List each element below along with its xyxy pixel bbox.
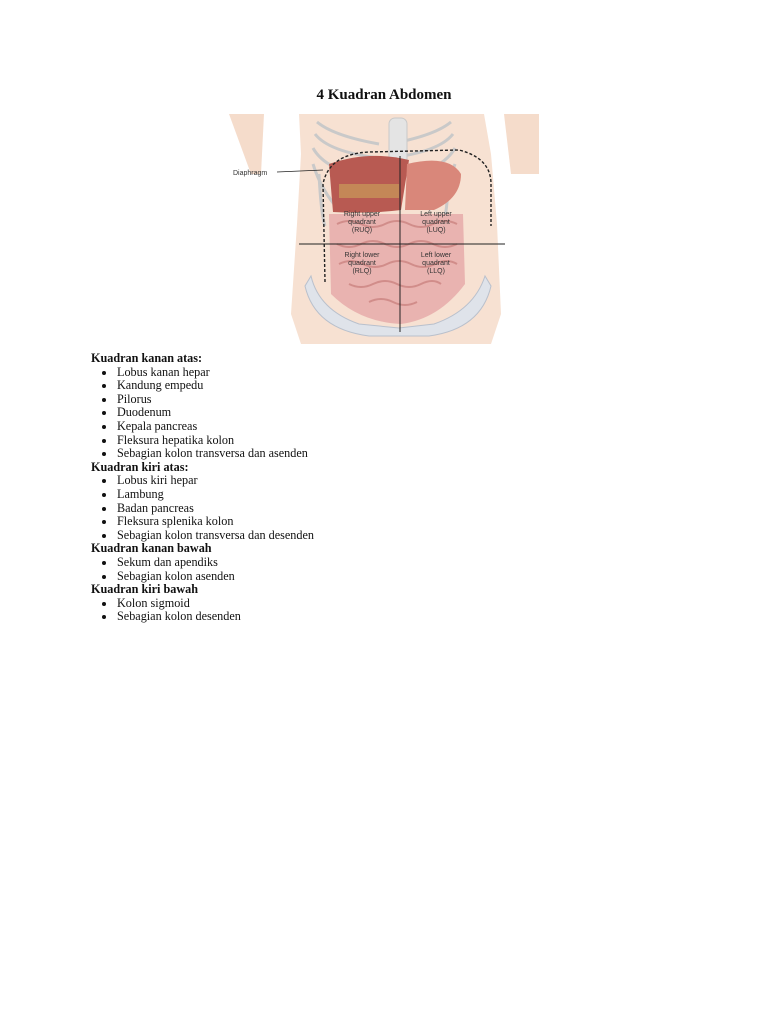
rlq-label-3: (RLQ)	[352, 268, 372, 275]
list-item: Lambung	[91, 488, 691, 502]
luq-label-1: Left upper	[420, 211, 452, 218]
list-item: Pilorus	[91, 393, 691, 407]
diaphragm-label: Diaphragm	[233, 170, 268, 177]
ruq-label-1: Right upper	[343, 211, 381, 218]
llq-label-1: Left lower	[420, 252, 452, 259]
list-item: Sebagian kolon transversa dan desenden	[91, 529, 691, 543]
rlq-label-1: Right lower	[344, 252, 380, 259]
list-item: Kolon sigmoid	[91, 597, 691, 611]
ruq-label-3: (RUQ)	[351, 227, 373, 234]
ruq-label-2: quadrant	[348, 219, 376, 226]
item-list	[91, 597, 691, 624]
list-item: Sebagian kolon desenden	[91, 610, 691, 624]
list-item: Fleksura splenika kolon	[91, 515, 691, 529]
page-title: 4 Kuadran Abdomen	[316, 87, 452, 103]
section-kiri-atas	[91, 461, 691, 543]
item-list	[91, 366, 691, 461]
list-item: Badan pancreas	[91, 502, 691, 516]
quadrant-lists	[91, 352, 691, 624]
luq-label-2: quadrant	[422, 219, 450, 226]
item-list	[91, 474, 691, 542]
section-kiri-bawah	[91, 583, 691, 624]
section-kanan-atas	[91, 352, 691, 461]
abdomen-illustration	[229, 114, 539, 344]
list-item: Sebagian kolon transversa dan asenden	[91, 447, 691, 461]
list-item: Lobus kiri hepar	[91, 474, 691, 488]
list-item: Lobus kanan hepar	[91, 366, 691, 380]
section-heading: Kuadran kiri bawah	[91, 582, 199, 597]
llq-label-2: quadrant	[422, 260, 450, 267]
luq-label-3: (LUQ)	[426, 227, 446, 234]
section-heading: Kuadran kiri atas:	[91, 459, 189, 474]
section-heading: Kuadran kanan atas:	[91, 351, 203, 365]
list-item: Fleksura hepatika kolon	[91, 434, 691, 448]
list-item: Duodenum	[91, 406, 691, 420]
section-heading: Kuadran kanan bawah	[91, 541, 212, 556]
section-kanan-bawah	[91, 542, 691, 583]
abdomen-quadrant-figure	[229, 114, 539, 344]
rlq-label-2: quadrant	[348, 260, 376, 267]
list-item: Kandung empedu	[91, 379, 691, 393]
llq-label-3: (LLQ)	[427, 268, 445, 275]
item-list	[91, 556, 691, 583]
list-item: Sebagian kolon asenden	[91, 570, 691, 584]
list-item: Kepala pancreas	[91, 420, 691, 434]
colon-transverse	[339, 184, 399, 198]
list-item: Sekum dan apendiks	[91, 556, 691, 570]
